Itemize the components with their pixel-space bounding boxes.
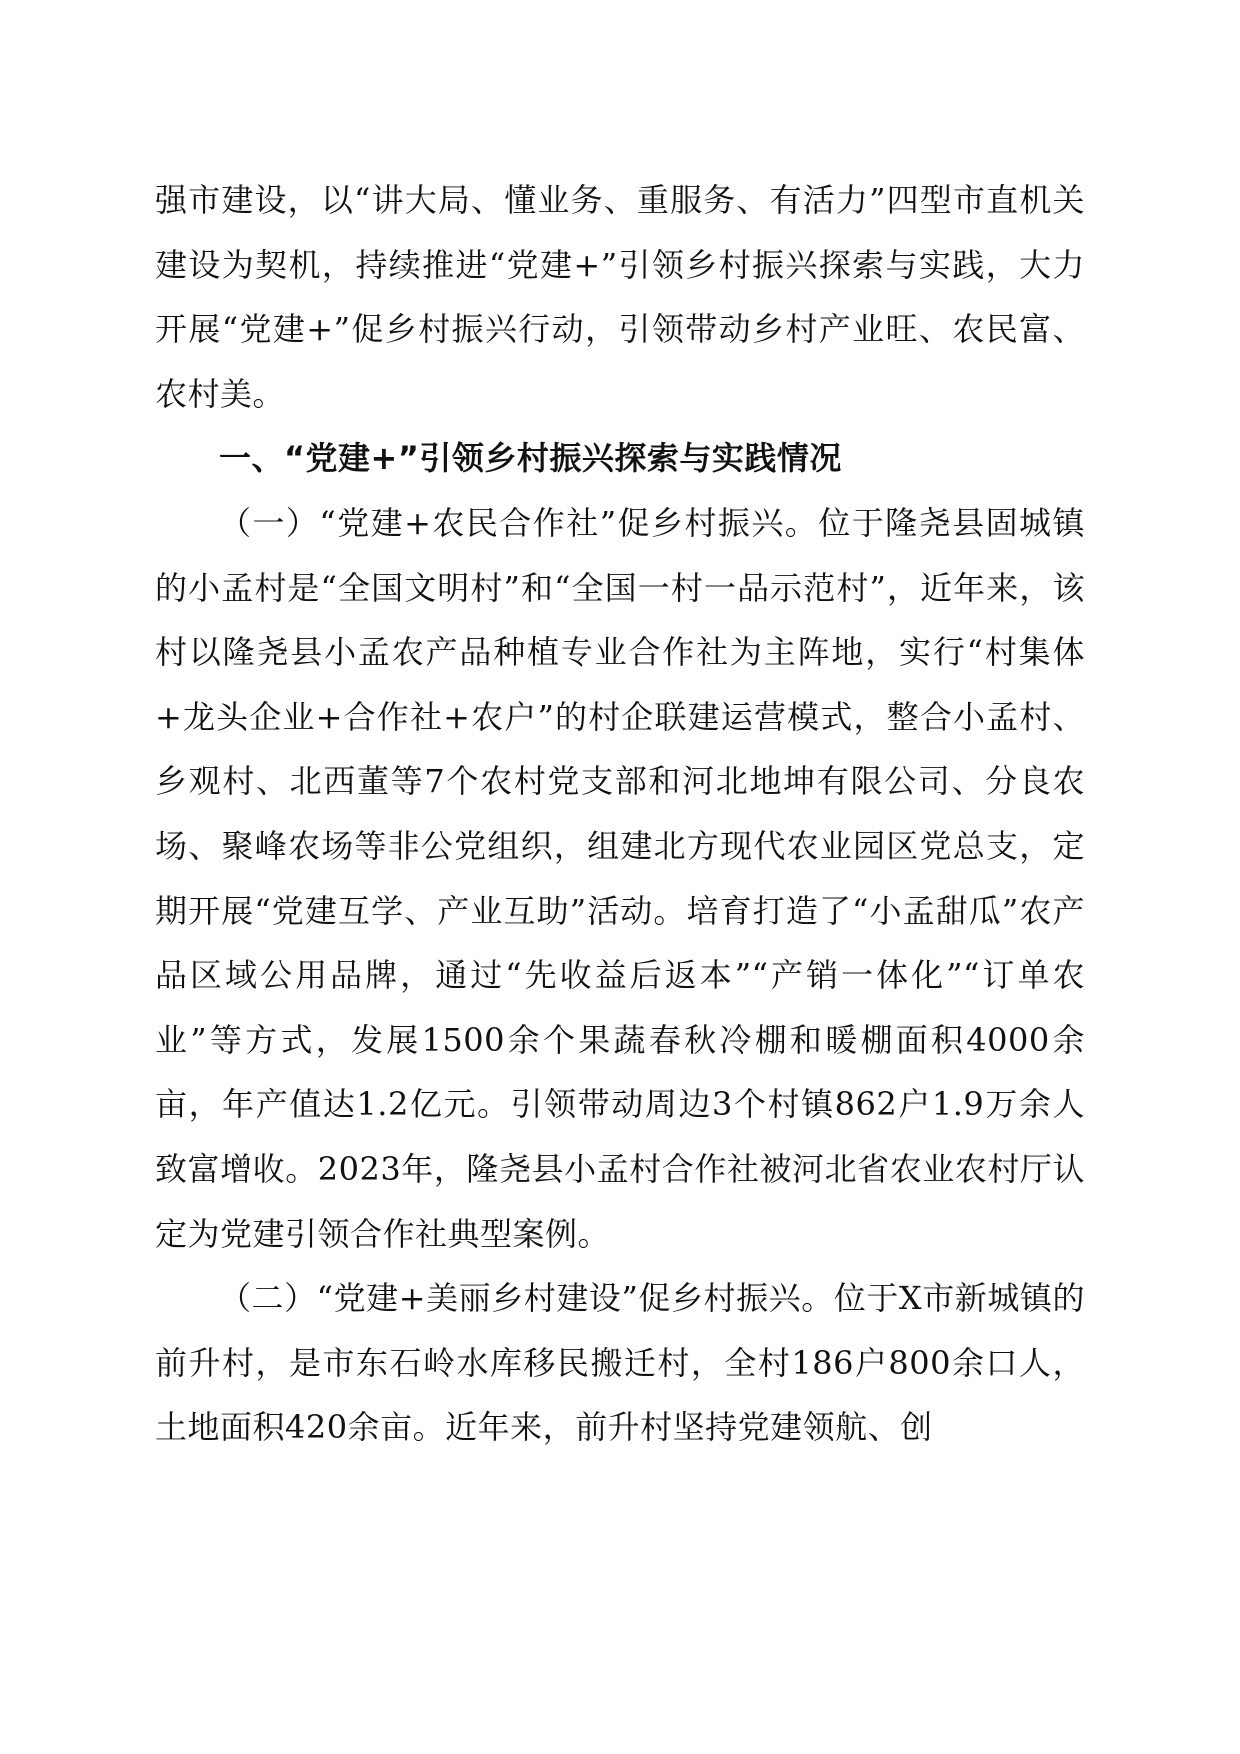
paragraph-intro: 强市建设，以“讲大局、懂业务、重服务、有活力”四型市直机关建设为契机，持续推进“党建+”引领乡村振兴探索与实践，大力开展“党建+”促乡村振兴行动，引领带动乡村产业旺、农民富、农村美。 xyxy=(155,181,1085,413)
document-body xyxy=(155,168,1085,1460)
paragraph-cooperative: （一）“党建+农民合作社”促乡村振兴。位于隆尧县固城镇的小孟村是“全国文明村”和“全国一村一品示范村”，近年来，该村以隆尧县小孟农产品种植专业合作社为主阵地，实行“村集体+龙头企业+合作社+农户”的村企联建运营模式，整合小孟村、乡观村、北西董等7个农村党支部和河北地坤有限公司、分良农场、聚峰农场等非公党组织，组建北方现代农业园区党总支，定期开展“党建互学、产业互助”活动。培育打造了“小孟甜瓜”农产品区域公用品牌，通过“先收益后返本”“产销一体化”“订单农业”等方式，发展1500余个果蔬春秋冷棚和暖棚面积4000余亩，年产值达1.2亿元。引领带动周边3个村镇862户1.9万余人致富增收。2023年，隆尧县小孟村合作社被河北省农业农村厅认定为党建引领合作社典型案例。 xyxy=(155,503,1085,1253)
section-heading-1: 一、“党建+”引领乡村振兴探索与实践情况 xyxy=(219,439,842,478)
paragraph-beautiful-village: （二）“党建+美丽乡村建设”促乡村振兴。位于X市新城镇的前升村，是市东石岭水库移民搬迁村，全村186户800余口人，土地面积420余亩。近年来，前升村坚持党建领航、创 xyxy=(155,1279,1085,1447)
